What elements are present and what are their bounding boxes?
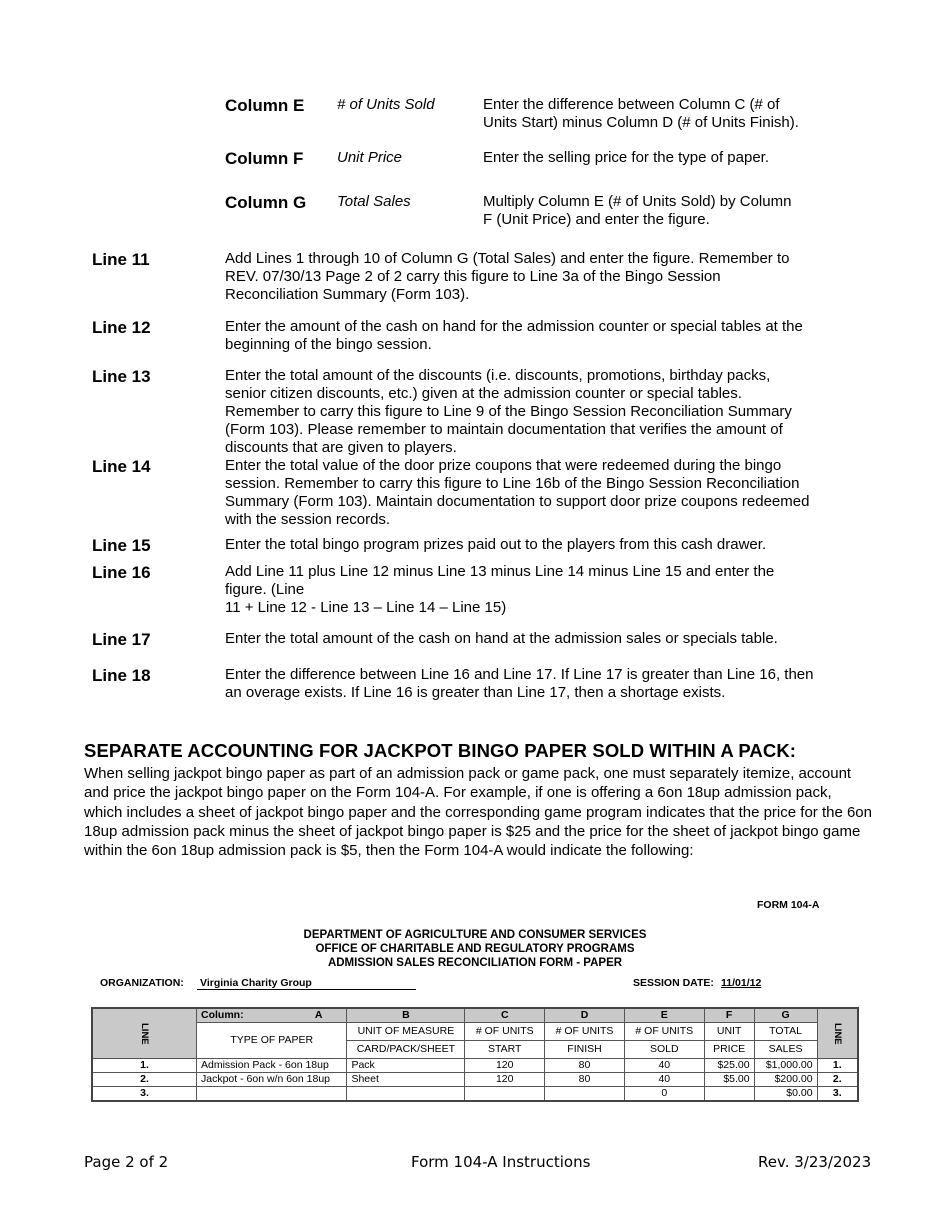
table-row (92, 1059, 858, 1073)
form-dept-line-1: DEPARTMENT OF AGRICULTURE AND CONSUMER SERVICES (303, 929, 647, 941)
column-letter-e: E (624, 1008, 704, 1023)
line-label: Line 15 (92, 536, 151, 555)
line-text: Add Lines 1 through 10 of Column G (Total Sales) and enter the figure. Remember to REV. 07/30/13 Page 2 of 2 carry this figure to Line 3a of the Bingo Session Reconciliation Summary (Form 103). (225, 250, 790, 303)
row-type (197, 1087, 347, 1102)
row-unit: Pack (347, 1059, 465, 1073)
column-description: Enter the difference between Column C (# of Units Start) minus Column D (# of Units Finish). (483, 96, 799, 131)
header-unit-price: UNIT (704, 1023, 754, 1041)
column-letter-a (197, 1008, 347, 1023)
line-label: Line 17 (92, 630, 151, 649)
line-text: Enter the difference between Line 16 and Line 17. If Line 17 is greater than Line 16, then an overage exists. If Line 16 is greater than Line 17, then a shortage exists. (225, 666, 814, 701)
header-price: PRICE (704, 1041, 754, 1059)
column-name: Column E (225, 96, 305, 115)
row-type: Jackpot - 6on w/n 6on 18up (197, 1073, 347, 1087)
header-row-1 (92, 1023, 858, 1041)
column-letter-d: D (545, 1008, 625, 1023)
row-sold: 40 (624, 1059, 704, 1073)
line-text-part: 11 + Line 12 - Line 13 – Line 14 – Line 15) (225, 599, 507, 616)
line-label: Line 18 (92, 666, 151, 685)
session-date-label: SESSION DATE: (633, 977, 714, 989)
line-header-right: LINE (817, 1008, 858, 1059)
letter-a: A (314, 1009, 323, 1021)
column-name: Column G (225, 193, 307, 212)
line-label: Line 13 (92, 367, 151, 386)
row-finish: 80 (545, 1059, 625, 1073)
table-row (92, 1073, 858, 1087)
column-word: Column: (201, 1009, 244, 1021)
column-description: Enter the selling price for the type of paper. (483, 149, 770, 166)
row-line: 2. (92, 1073, 197, 1087)
row-start (465, 1087, 545, 1102)
line-text: Enter the total amount of the discounts (i.e. discounts, promotions, birthday packs, senior citizen discounts, etc.) given at the admission counter or special tables. Remember to carry this figure to Line 9 of the Bingo Session Reconciliation Summary (Form 103). Please remember to maintain documentation that verifies the amount of discounts that are given to players. (225, 367, 792, 456)
organization-label: ORGANIZATION: (100, 977, 184, 989)
column-letter-c: C (465, 1008, 545, 1023)
line-text: Enter the total amount of the cash on hand at the admission sales or specials table. (225, 630, 778, 647)
row-finish: 80 (545, 1073, 625, 1087)
column-letter-f: F (704, 1008, 754, 1023)
footer-revision: Rev. 3/23/2023 (758, 1153, 872, 1171)
header-card-pack-sheet: CARD/PACK/SHEET (347, 1041, 465, 1059)
section-body: When selling jackpot bingo paper as part of an admission pack or game pack, one must separately itemize, account and price the jackpot bingo paper on the Form 104-A. For example, if one is offering a 6on 18up admission pack, which includes a sheet of jackpot bingo paper and the corresponding game program indicates that the price for the 6on 18up admission pack minus the sheet of jackpot bingo paper is $25 and the price for the sheet of jackpot bingo game within the 6on 18up admission pack is $5, then the Form 104-A would indicate the following: (84, 765, 872, 860)
row-type: Admission Pack - 6on 18up (197, 1059, 347, 1073)
row-line: 1. (92, 1059, 197, 1073)
line-header: LINE (92, 1008, 197, 1059)
form-title: ADMISSION SALES RECONCILIATION FORM - PAPER (327, 957, 623, 969)
row-sold: 40 (624, 1073, 704, 1087)
line-text: Enter the amount of the cash on hand for the admission counter or special tables at the beginning of the bingo session. (225, 318, 803, 353)
organization-value: Virginia Charity Group (197, 977, 416, 990)
line-label: Line 16 (92, 563, 151, 582)
row-total: $200.00 (754, 1073, 817, 1087)
line-text (225, 563, 815, 617)
header-units-sold: # OF UNITS (624, 1023, 704, 1041)
header-units-start: # OF UNITS (465, 1023, 545, 1041)
section-title: SEPARATE ACCOUNTING FOR JACKPOT BINGO PAPER SOLD WITHIN A PACK: (84, 740, 797, 761)
row-line: 3. (92, 1087, 197, 1102)
footer-title: Form 104-A Instructions (411, 1153, 591, 1171)
column-name: Column F (225, 149, 304, 168)
column-letter-g: G (754, 1008, 817, 1023)
header-sold: SOLD (624, 1041, 704, 1059)
column-letter-row (92, 1008, 858, 1023)
line-text: Enter the total bingo program prizes paid out to the players from this cash drawer. (225, 536, 767, 553)
header-total-sales: TOTAL (754, 1023, 817, 1041)
row-line-right: 3. (817, 1087, 858, 1102)
row-price: $25.00 (704, 1059, 754, 1073)
header-units-finish: # OF UNITS (545, 1023, 625, 1041)
row-sold: 0 (624, 1087, 704, 1102)
row-line-right: 1. (817, 1059, 858, 1073)
row-unit (347, 1087, 465, 1102)
header-type-of-paper: TYPE OF PAPER (197, 1023, 347, 1059)
table-row (92, 1087, 858, 1102)
footer-page: Page 2 of 2 (84, 1153, 169, 1171)
column-description: Multiply Column E (# of Units Sold) by Column F (Unit Price) and enter the figure. (483, 193, 792, 228)
line-label: Line 14 (92, 457, 151, 476)
row-line-right: 2. (817, 1073, 858, 1087)
row-price (704, 1087, 754, 1102)
row-start: 120 (465, 1073, 545, 1087)
form-reference: FORM 104-A (757, 899, 820, 911)
column-letter-b: B (347, 1008, 465, 1023)
header-unit-of-measure: UNIT OF MEASURE (347, 1023, 465, 1041)
form-dept-line-2: OFFICE OF CHARITABLE AND REGULATORY PROGRAMS (315, 943, 635, 955)
header-finish: FINISH (545, 1041, 625, 1059)
session-date-value: 11/01/12 (721, 977, 762, 989)
column-label: # of Units Sold (337, 96, 435, 113)
row-unit: Sheet (347, 1073, 465, 1087)
line-text-part: Add Line 11 plus Line 12 minus Line 13 minus Line 14 minus Line 15 and enter the figure. (Line (225, 563, 775, 598)
row-start: 120 (465, 1059, 545, 1073)
row-price: $5.00 (704, 1073, 754, 1087)
row-finish (545, 1087, 625, 1102)
line-label: Line 11 (92, 250, 150, 269)
header-start: START (465, 1041, 545, 1059)
column-label: Unit Price (337, 149, 403, 166)
reconciliation-table (91, 1007, 859, 1102)
column-label: Total Sales (337, 193, 411, 210)
row-total: $1,000.00 (754, 1059, 817, 1073)
line-label: Line 12 (92, 318, 151, 337)
header-sales: SALES (754, 1041, 817, 1059)
line-text: Enter the total value of the door prize coupons that were redeemed during the bingo session. Remember to carry this figure to Line 16b of the Bingo Session Reconciliation Summary (Form 103). Maintain documentation to support door prize coupons redeemed with the session records. (225, 457, 810, 528)
row-total: $0.00 (754, 1087, 817, 1102)
